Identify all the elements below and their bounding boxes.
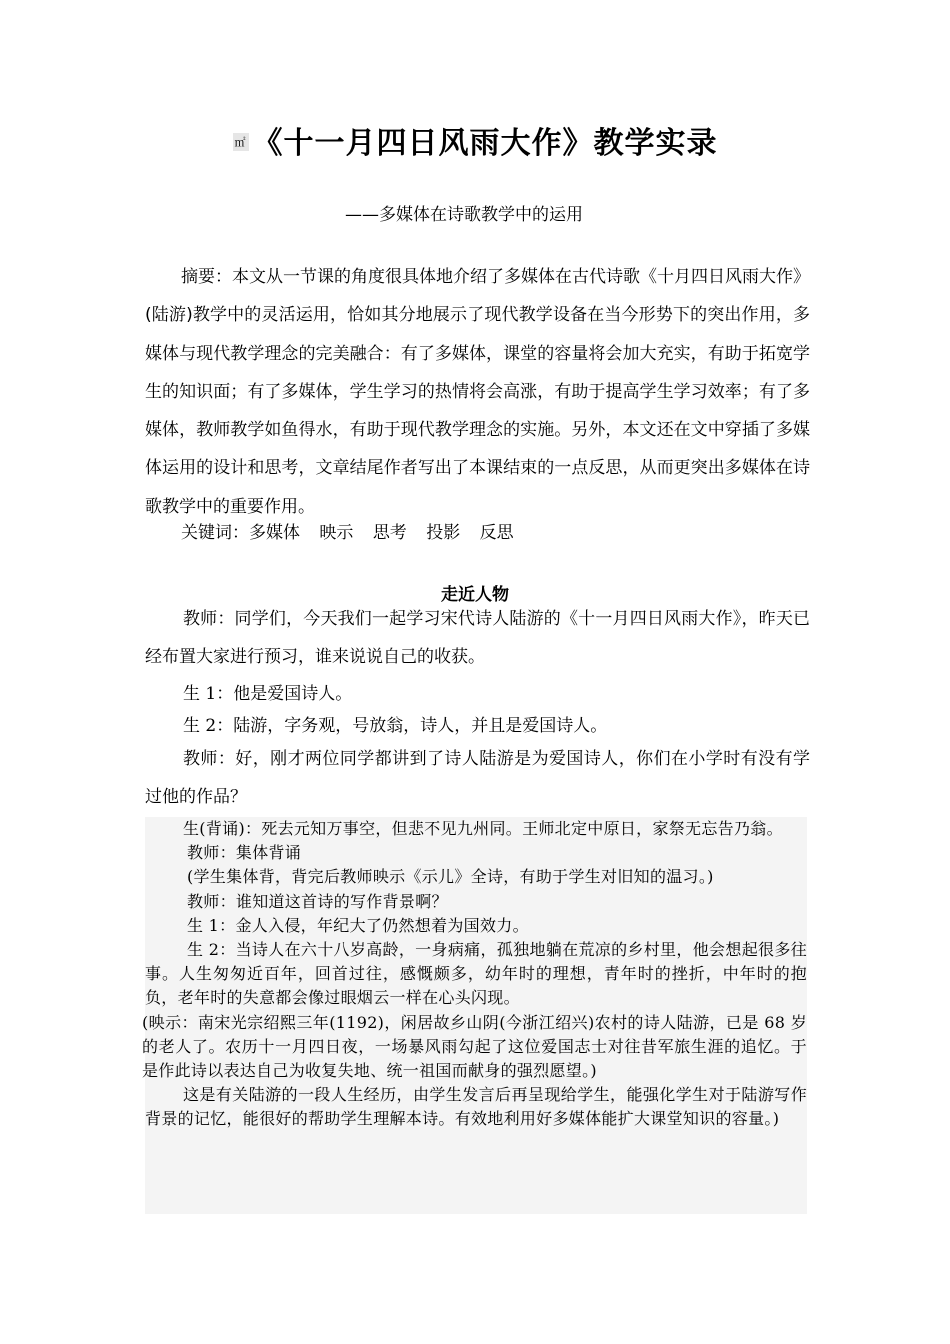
transcript-reflection: 这是有关陆游的一段人生经历，由学生发言后再呈现给学生，能强化学生对于陆游写作背景的记忆，能很好的帮助学生理解本诗。有效地利用好多媒体能扩大课堂知识的容量。) bbox=[145, 1085, 807, 1129]
subtitle: ——多媒体在诗歌教学中的运用 bbox=[345, 205, 583, 225]
title-mark-symbol: ㎡ bbox=[233, 133, 249, 151]
keywords-line bbox=[181, 518, 528, 543]
transcript-note: (学生集体背，背完后教师映示《示儿》全诗，有助于学生对旧知的温习。) bbox=[187, 867, 714, 887]
keyword-item: 映示 bbox=[319, 523, 354, 543]
keyword-item: 投影 bbox=[426, 523, 461, 543]
title-text: 《十一月四日风雨大作》教学实录 bbox=[252, 126, 718, 161]
transcript-student-2: 生 2：当诗人在六十八岁高龄，一身病痛，孤独地躺在荒凉的乡村里，他会想起很多往事。人生匆匆近百年，回首过往，感慨颇多，幼年时的理想，青年时的挫折，中年时的抱负，老年时的失意都会像过眼烟云一样在心头闪现。 bbox=[145, 940, 807, 1008]
transcript-projection-note: (映示：南宋光宗绍熙三年(1192)，闲居故乡山阴(今浙江绍兴)农村的诗人陆游，已是 68 岁的老人了。农历十一月四日夜，一场暴风雨勾起了这位爱国志士对往昔军旅生涯的追忆。于是作此诗以表达自己为收复失地、统一祖国而献身的强烈愿望。) bbox=[142, 1012, 807, 1081]
abstract-paragraph: 摘要：本文从一节课的角度很具体地介绍了多媒体在古代诗歌《十月四日风雨大作》(陆游)教学中的灵活运用，恰如其分地展示了现代教学设备在当今形势下的突出作用，多媒体与现代教学理念的完美融合：有了多媒体，课堂的容量将会加大充实，有助于拓宽学生的知识面；有了多媒体，学生学习的热情将会高涨，有助于提高学生学习效率；有了多媒体，教师教学如鱼得水，有助于现代教学理念的实施。另外，本文还在文中穿插了多媒体运用的设计和思考，文章结尾作者写出了本课结束的一点反思，从而更突出多媒体在诗歌教学中的重要作用。 bbox=[145, 267, 810, 517]
page-title bbox=[0, 118, 950, 162]
transcript-student-1: 生 1：金人入侵，年纪大了仍然想着为国效力。 bbox=[187, 915, 529, 935]
transcript-teacher-question: 教师：谁知道这首诗的写作背景啊？ bbox=[187, 891, 448, 911]
section-heading: 走近人物 bbox=[441, 585, 509, 605]
dialog-paragraph-teacher-intro: 教师：同学们，今天我们一起学习宋代诗人陆游的《十一月四日风雨大作》，昨天已经布置大家进行预习，谁来说说自己的收获。 bbox=[145, 609, 810, 667]
keyword-item: 反思 bbox=[479, 523, 514, 543]
transcript-recitation: 生(背诵)：死去元知万事空，但悲不见九州同。王师北定中原日，家祭无忘告乃翁。 bbox=[183, 819, 783, 838]
transcript-teacher-line: 教师：集体背诵 bbox=[187, 843, 302, 863]
dialog-paragraph-student-2: 生 2：陆游，字务观，号放翁，诗人，并且是爱国诗人。 bbox=[183, 716, 608, 736]
keyword-item: 多媒体 bbox=[249, 523, 300, 543]
keywords-label: 关键词： bbox=[181, 523, 249, 543]
shaded-transcript-block bbox=[142, 817, 807, 1214]
dialog-paragraph-student-1: 生 1：他是爱国诗人。 bbox=[183, 684, 353, 704]
keyword-item: 思考 bbox=[372, 523, 407, 543]
dialog-paragraph-teacher-question: 教师：好，刚才两位同学都讲到了诗人陆游是为爱国诗人，你们在小学时有没有学过他的作品？ bbox=[145, 749, 810, 807]
